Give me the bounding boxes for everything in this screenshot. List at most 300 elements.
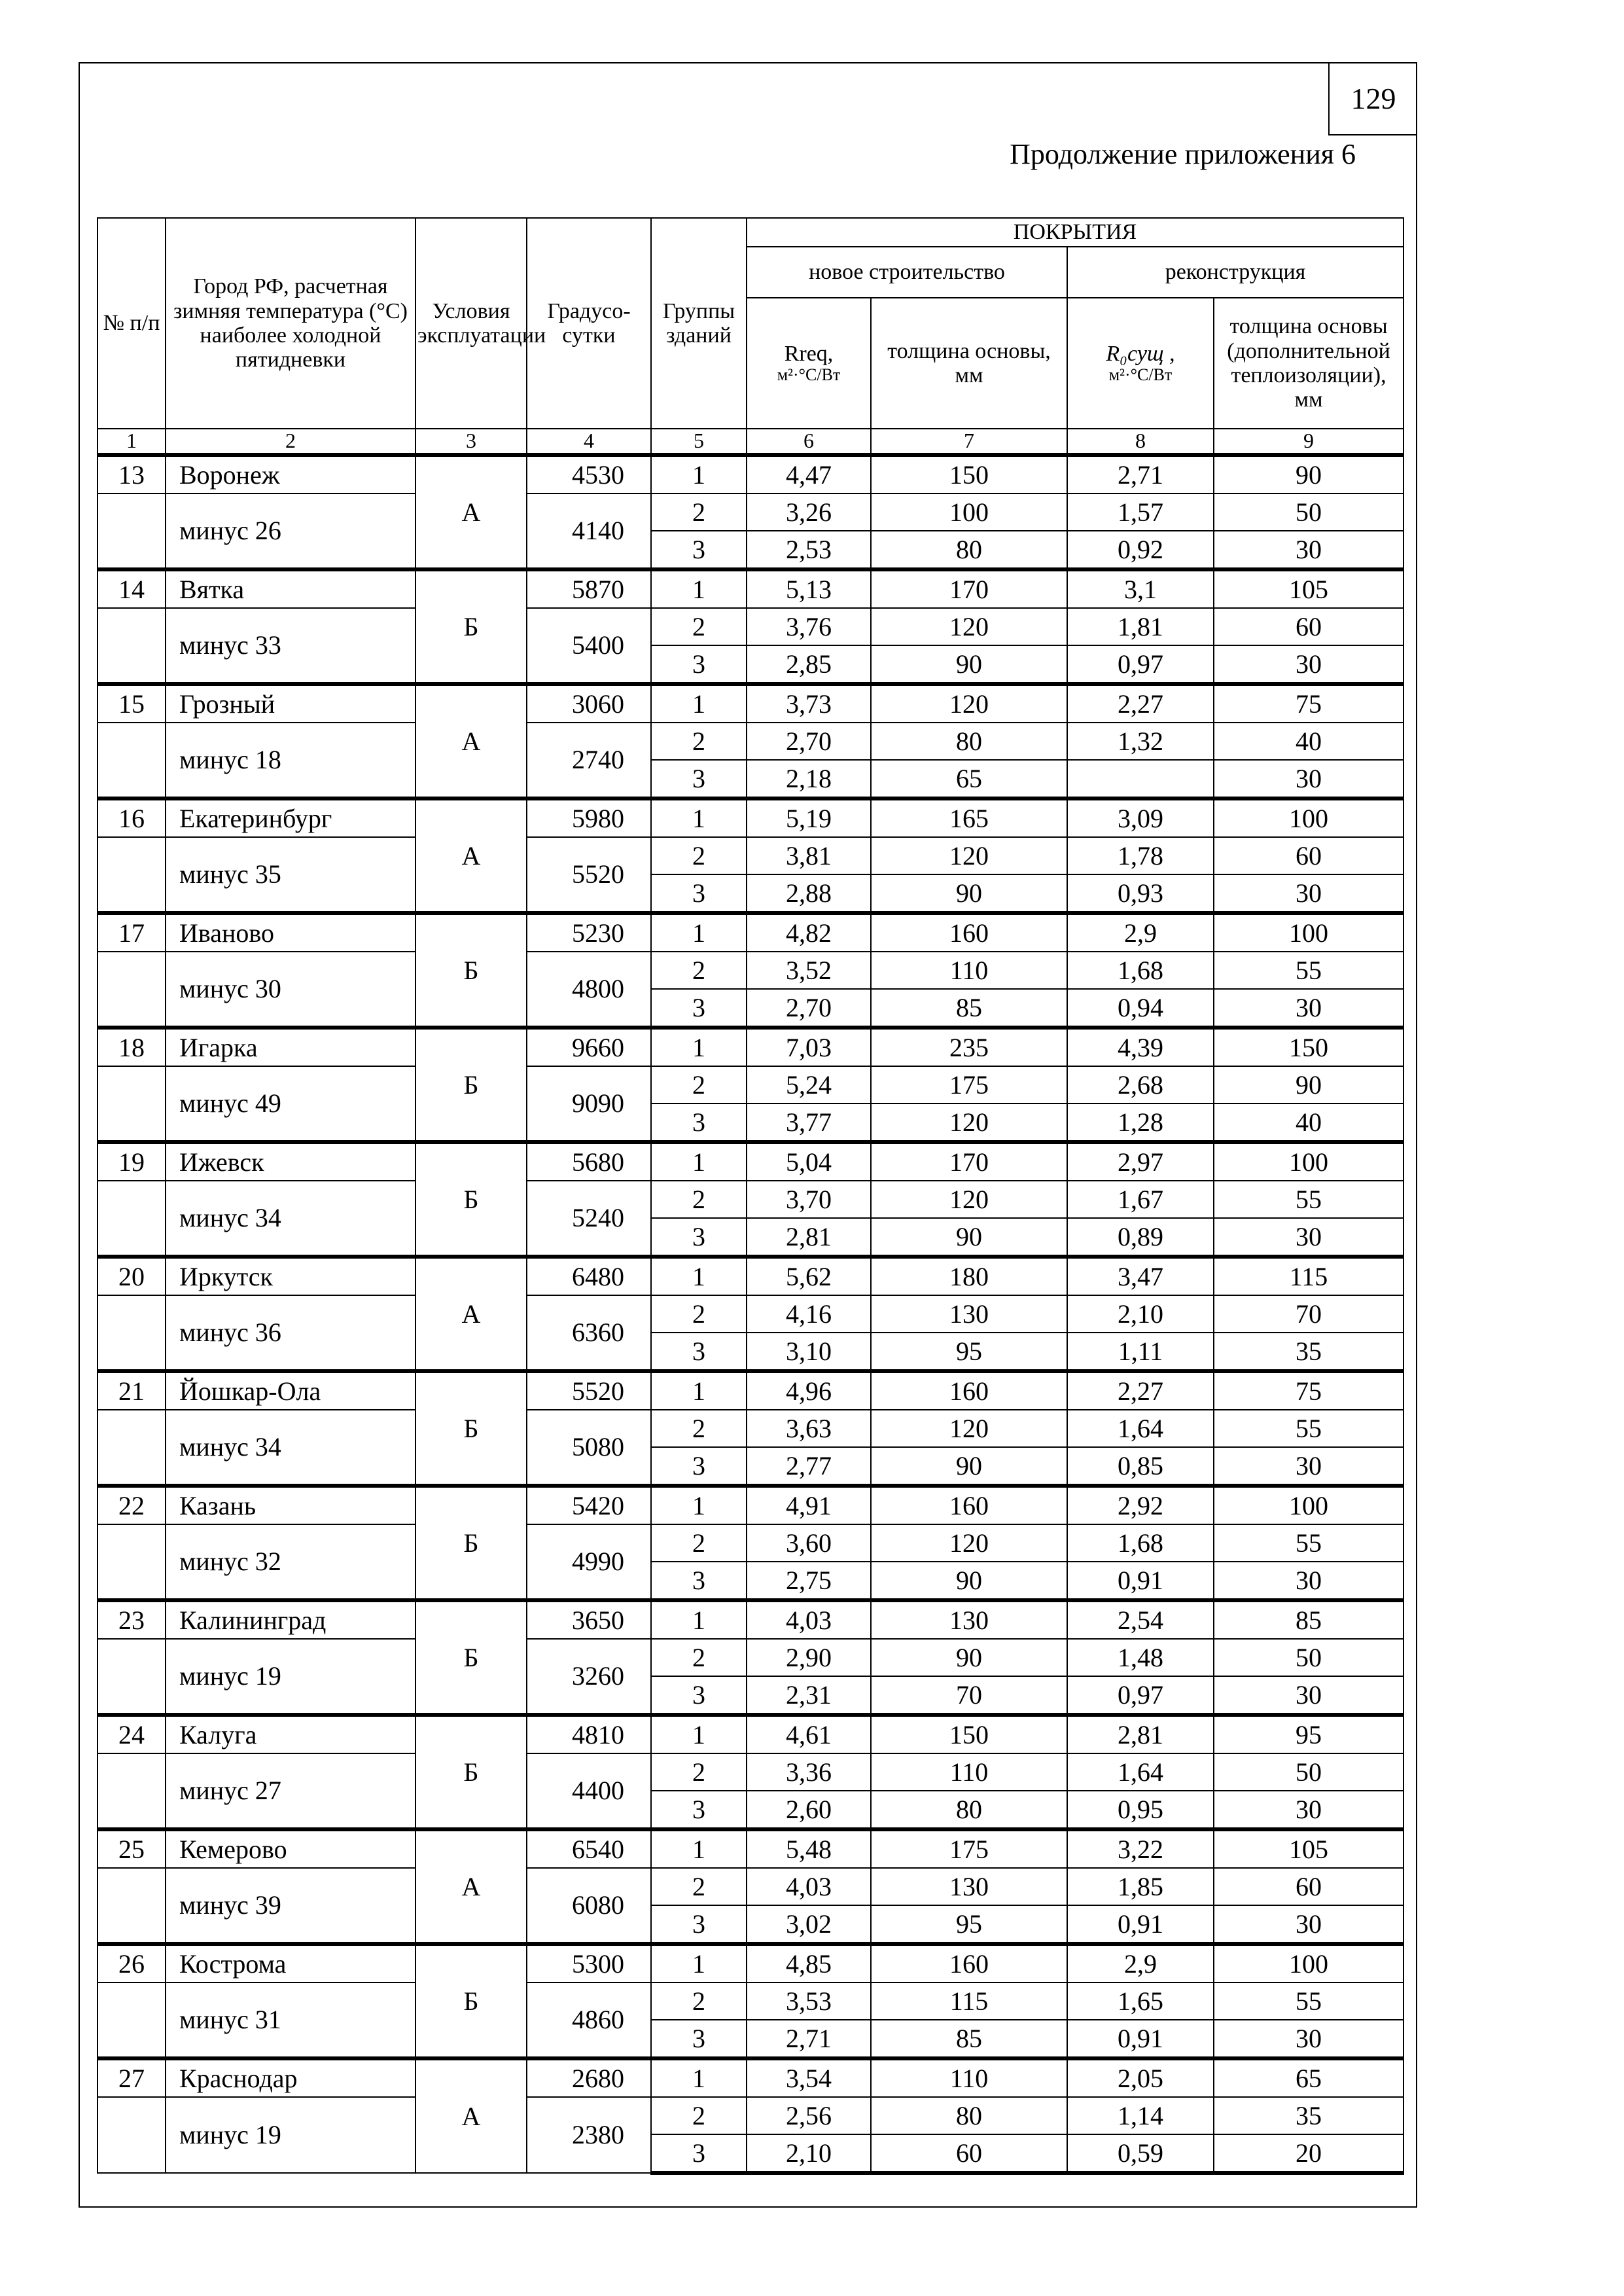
thickness-recon: 75	[1214, 1371, 1403, 1410]
building-group: 1	[651, 913, 747, 952]
degree-days: 3650	[527, 1600, 651, 1639]
thickness-recon: 100	[1214, 1486, 1403, 1524]
r-req: 5,19	[747, 798, 871, 837]
thickness-recon: 30	[1214, 1905, 1403, 1944]
header-city: Город РФ, расчетная зимняя температура (°С) наиболее холодной пятидневки	[166, 218, 415, 429]
table-row	[97, 1715, 1403, 1753]
degree-days: 4530	[527, 455, 651, 493]
r-req: 4,03	[747, 1868, 871, 1905]
building-group: 3	[651, 1103, 747, 1142]
city-temperature: минус 30	[166, 952, 415, 1028]
continuation-title: Продолжение приложения 6	[1010, 138, 1356, 170]
thickness-recon: 40	[1214, 1103, 1403, 1142]
row-number: 19	[97, 1142, 166, 1181]
thickness-recon: 30	[1214, 645, 1403, 684]
building-group: 1	[651, 684, 747, 723]
r0-existing: 3,1	[1067, 569, 1214, 608]
r-req: 2,31	[747, 1676, 871, 1715]
thickness-new: 170	[871, 1142, 1067, 1181]
degree-days: 6480	[527, 1257, 651, 1295]
city-temperature: минус 34	[166, 1181, 415, 1257]
thickness-new: 120	[871, 1524, 1067, 1562]
header-rreq	[747, 298, 871, 429]
city-name: Кострома	[166, 1944, 415, 1982]
row-number-empty	[97, 1524, 166, 1600]
thickness-new: 160	[871, 1944, 1067, 1982]
building-group: 1	[651, 798, 747, 837]
r0-existing: 0,85	[1067, 1447, 1214, 1486]
col-number: 2	[166, 429, 415, 454]
building-group: 3	[651, 1562, 747, 1600]
degree-days: 3260	[527, 1639, 651, 1715]
table-row	[97, 569, 1403, 608]
r-req: 5,24	[747, 1066, 871, 1103]
r-req: 2,90	[747, 1639, 871, 1676]
city-name: Ижевск	[166, 1142, 415, 1181]
degree-days: 4140	[527, 493, 651, 569]
table-row	[97, 1486, 1403, 1524]
r0-existing: 1,67	[1067, 1181, 1214, 1218]
row-number-empty	[97, 1066, 166, 1142]
thickness-recon: 30	[1214, 1562, 1403, 1600]
r-req: 2,70	[747, 723, 871, 760]
degree-days: 9090	[527, 1066, 651, 1142]
city-temperature: минус 39	[166, 1868, 415, 1944]
operating-conditions: Б	[415, 913, 527, 1028]
city-name: Воронеж	[166, 455, 415, 493]
r0-existing: 2,27	[1067, 684, 1214, 723]
thickness-recon: 55	[1214, 1410, 1403, 1447]
r0-existing: 2,68	[1067, 1066, 1214, 1103]
thickness-new: 90	[871, 1447, 1067, 1486]
building-group: 1	[651, 1944, 747, 1982]
r0-existing: 0,59	[1067, 2134, 1214, 2173]
thickness-new: 170	[871, 569, 1067, 608]
building-group: 3	[651, 645, 747, 684]
thickness-recon: 50	[1214, 1639, 1403, 1676]
row-number-empty	[97, 1982, 166, 2058]
city-name: Екатеринбург	[166, 798, 415, 837]
row-number: 23	[97, 1600, 166, 1639]
thickness-recon: 105	[1214, 1829, 1403, 1868]
r-req: 4,03	[747, 1600, 871, 1639]
table-row	[97, 1829, 1403, 1868]
degree-days: 5520	[527, 1371, 651, 1410]
r-req: 4,16	[747, 1295, 871, 1333]
thickness-new: 60	[871, 2134, 1067, 2173]
col-number: 9	[1214, 429, 1403, 454]
thickness-recon: 50	[1214, 493, 1403, 531]
operating-conditions: А	[415, 684, 527, 798]
thickness-new: 110	[871, 1753, 1067, 1791]
degree-days: 5080	[527, 1410, 651, 1486]
thickness-new: 120	[871, 684, 1067, 723]
city-temperature: минус 31	[166, 1982, 415, 2058]
r0-existing: 1,78	[1067, 837, 1214, 874]
r0-existing: 2,97	[1067, 1142, 1214, 1181]
r0-existing: 1,81	[1067, 608, 1214, 645]
r-req: 3,54	[747, 2058, 871, 2097]
thickness-recon: 55	[1214, 1181, 1403, 1218]
building-group: 3	[651, 1676, 747, 1715]
building-group: 1	[651, 1486, 747, 1524]
header-r0-label: R₀сущ ,	[1106, 342, 1175, 366]
row-number: 21	[97, 1371, 166, 1410]
thickness-recon: 100	[1214, 1944, 1403, 1982]
r0-existing: 2,71	[1067, 455, 1214, 493]
thickness-recon: 115	[1214, 1257, 1403, 1295]
operating-conditions: Б	[415, 1142, 527, 1257]
r0-existing: 1,11	[1067, 1333, 1214, 1371]
building-group: 3	[651, 1447, 747, 1486]
page-number: 129	[1328, 62, 1417, 135]
r-req: 2,71	[747, 2020, 871, 2058]
thickness-recon: 30	[1214, 1447, 1403, 1486]
col-number: 1	[97, 429, 166, 454]
thickness-new: 85	[871, 2020, 1067, 2058]
building-group: 2	[651, 837, 747, 874]
r0-existing: 2,9	[1067, 913, 1214, 952]
thickness-recon: 30	[1214, 1218, 1403, 1257]
building-group: 3	[651, 2020, 747, 2058]
table-row	[97, 723, 1403, 760]
degree-days: 5420	[527, 1486, 651, 1524]
r0-existing: 1,14	[1067, 2097, 1214, 2134]
city-name: Краснодар	[166, 2058, 415, 2097]
building-group: 1	[651, 1600, 747, 1639]
operating-conditions: Б	[415, 1715, 527, 1829]
r0-existing: 0,95	[1067, 1791, 1214, 1829]
thickness-new: 110	[871, 952, 1067, 989]
thickness-recon: 95	[1214, 1715, 1403, 1753]
thickness-new: 175	[871, 1829, 1067, 1868]
table-row	[97, 684, 1403, 723]
building-group: 2	[651, 608, 747, 645]
r0-existing: 1,64	[1067, 1410, 1214, 1447]
thickness-recon: 100	[1214, 913, 1403, 952]
thickness-new: 130	[871, 1600, 1067, 1639]
operating-conditions: Б	[415, 1028, 527, 1142]
table-row	[97, 1600, 1403, 1639]
row-number-empty	[97, 952, 166, 1028]
header-reconstruction: реконструкция	[1067, 247, 1403, 298]
degree-days: 9660	[527, 1028, 651, 1066]
degree-days: 5240	[527, 1181, 651, 1257]
thickness-recon: 40	[1214, 723, 1403, 760]
r-req: 2,81	[747, 1218, 871, 1257]
col-number: 4	[527, 429, 651, 454]
building-group: 2	[651, 1524, 747, 1562]
table-row	[97, 455, 1403, 493]
thickness-recon: 60	[1214, 837, 1403, 874]
r0-existing: 0,91	[1067, 1905, 1214, 1944]
thickness-new: 160	[871, 913, 1067, 952]
building-group: 3	[651, 531, 747, 569]
r-req: 2,70	[747, 989, 871, 1028]
city-name: Калуга	[166, 1715, 415, 1753]
thickness-recon: 30	[1214, 1791, 1403, 1829]
table-row	[97, 1753, 1403, 1791]
thickness-recon: 30	[1214, 2020, 1403, 2058]
thickness-recon: 100	[1214, 1142, 1403, 1181]
header-roofs: ПОКРЫТИЯ	[747, 218, 1403, 247]
table-row	[97, 1944, 1403, 1982]
header-thickness-new: толщина основы, мм	[871, 298, 1067, 429]
building-group: 1	[651, 2058, 747, 2097]
thickness-recon: 55	[1214, 1982, 1403, 2020]
row-number-empty	[97, 1181, 166, 1257]
thickness-new: 90	[871, 645, 1067, 684]
row-number-empty	[97, 723, 166, 798]
building-group: 2	[651, 1066, 747, 1103]
thickness-recon: 55	[1214, 1524, 1403, 1562]
thickness-recon: 105	[1214, 569, 1403, 608]
thickness-recon: 150	[1214, 1028, 1403, 1066]
building-group: 3	[651, 874, 747, 913]
table-row	[97, 1028, 1403, 1066]
table-row	[97, 913, 1403, 952]
col-number: 8	[1067, 429, 1214, 454]
thickness-new: 90	[871, 1562, 1067, 1600]
building-group: 2	[651, 952, 747, 989]
table-row	[97, 1868, 1403, 1905]
row-number: 14	[97, 569, 166, 608]
table-row	[97, 837, 1403, 874]
thickness-new: 90	[871, 874, 1067, 913]
thickness-new: 120	[871, 1103, 1067, 1142]
r-req: 3,76	[747, 608, 871, 645]
table-row	[97, 952, 1403, 989]
thickness-new: 175	[871, 1066, 1067, 1103]
thickness-new: 150	[871, 455, 1067, 493]
r0-existing: 0,94	[1067, 989, 1214, 1028]
row-number: 22	[97, 1486, 166, 1524]
header-rreq-unit: м²·°С/Вт	[777, 365, 841, 385]
operating-conditions: А	[415, 1257, 527, 1371]
city-name: Вятка	[166, 569, 415, 608]
r-req: 2,56	[747, 2097, 871, 2134]
table-row	[97, 1410, 1403, 1447]
r0-existing: 1,68	[1067, 952, 1214, 989]
header-conditions: Условия эксплуатации	[415, 218, 527, 429]
degree-days: 3060	[527, 684, 651, 723]
r-req: 3,73	[747, 684, 871, 723]
thickness-new: 70	[871, 1676, 1067, 1715]
r0-existing: 4,39	[1067, 1028, 1214, 1066]
thickness-new: 165	[871, 798, 1067, 837]
r0-existing: 1,48	[1067, 1639, 1214, 1676]
table-row	[97, 1982, 1403, 2020]
city-name: Казань	[166, 1486, 415, 1524]
city-name: Калининград	[166, 1600, 415, 1639]
r-req: 2,75	[747, 1562, 871, 1600]
row-number: 25	[97, 1829, 166, 1868]
degree-days: 5980	[527, 798, 651, 837]
building-group: 2	[651, 1639, 747, 1676]
city-name: Иркутск	[166, 1257, 415, 1295]
r-req: 3,52	[747, 952, 871, 989]
thickness-recon: 90	[1214, 455, 1403, 493]
thickness-recon: 90	[1214, 1066, 1403, 1103]
building-group: 3	[651, 1218, 747, 1257]
row-number: 18	[97, 1028, 166, 1066]
r-req: 4,61	[747, 1715, 871, 1753]
r0-existing: 0,89	[1067, 1218, 1214, 1257]
row-number: 20	[97, 1257, 166, 1295]
r0-existing: 3,09	[1067, 798, 1214, 837]
row-number: 26	[97, 1944, 166, 1982]
city-temperature: минус 36	[166, 1295, 415, 1371]
row-number: 27	[97, 2058, 166, 2097]
thickness-recon: 35	[1214, 1333, 1403, 1371]
thickness-new: 100	[871, 493, 1067, 531]
r-req: 3,81	[747, 837, 871, 874]
city-temperature: минус 34	[166, 1410, 415, 1486]
city-temperature: минус 33	[166, 608, 415, 684]
degree-days: 5300	[527, 1944, 651, 1982]
header-degree-days: Градусо-сутки	[527, 218, 651, 429]
r-req: 4,85	[747, 1944, 871, 1982]
operating-conditions: А	[415, 798, 527, 913]
r0-existing: 2,9	[1067, 1944, 1214, 1982]
thickness-new: 120	[871, 1410, 1067, 1447]
r0-existing: 1,57	[1067, 493, 1214, 531]
r0-existing: 1,64	[1067, 1753, 1214, 1791]
r0-existing: 0,97	[1067, 1676, 1214, 1715]
row-number: 17	[97, 913, 166, 952]
operating-conditions: А	[415, 2058, 527, 2173]
city-name: Игарка	[166, 1028, 415, 1066]
building-group: 2	[651, 1295, 747, 1333]
thickness-new: 180	[871, 1257, 1067, 1295]
row-number: 16	[97, 798, 166, 837]
thickness-new: 160	[871, 1371, 1067, 1410]
r-req: 3,36	[747, 1753, 871, 1791]
thickness-recon: 60	[1214, 1868, 1403, 1905]
r-req: 3,63	[747, 1410, 871, 1447]
thickness-new: 85	[871, 989, 1067, 1028]
thickness-new: 80	[871, 2097, 1067, 2134]
degree-days: 5400	[527, 608, 651, 684]
r-req: 2,88	[747, 874, 871, 913]
r0-existing: 3,22	[1067, 1829, 1214, 1868]
r-req: 2,77	[747, 1447, 871, 1486]
building-group: 3	[651, 1333, 747, 1371]
r0-existing: 0,92	[1067, 531, 1214, 569]
building-group: 2	[651, 2097, 747, 2134]
row-number-empty	[97, 837, 166, 913]
header-thickness-recon: толщина основы (дополнительной теплоизоляции), мм	[1214, 298, 1403, 429]
city-temperature: минус 19	[166, 2097, 415, 2173]
building-group: 3	[651, 2134, 747, 2173]
thickness-new: 65	[871, 760, 1067, 798]
r-req: 2,18	[747, 760, 871, 798]
header-building-groups: Группы зданий	[651, 218, 747, 429]
thickness-new: 150	[871, 1715, 1067, 1753]
thickness-new: 95	[871, 1905, 1067, 1944]
thickness-new: 130	[871, 1295, 1067, 1333]
table-header	[97, 217, 1404, 454]
building-group: 2	[651, 723, 747, 760]
city-temperature: минус 19	[166, 1639, 415, 1715]
thickness-recon: 100	[1214, 798, 1403, 837]
thickness-new: 130	[871, 1868, 1067, 1905]
r0-existing: 0,91	[1067, 1562, 1214, 1600]
r0-existing: 1,85	[1067, 1868, 1214, 1905]
header-rreq-label: Rreq,	[784, 342, 834, 366]
data-table	[97, 453, 1404, 2175]
thickness-new: 80	[871, 531, 1067, 569]
table-row	[97, 1066, 1403, 1103]
r-req: 3,77	[747, 1103, 871, 1142]
col-number: 5	[651, 429, 747, 454]
building-group: 1	[651, 1371, 747, 1410]
r-req: 5,48	[747, 1829, 871, 1868]
row-number: 13	[97, 455, 166, 493]
building-group: 1	[651, 455, 747, 493]
r0-existing: 1,32	[1067, 723, 1214, 760]
header-new-construction: новое строительство	[747, 247, 1067, 298]
table-row	[97, 2058, 1403, 2097]
table-row	[97, 1371, 1403, 1410]
degree-days: 4400	[527, 1753, 651, 1829]
operating-conditions: Б	[415, 1600, 527, 1715]
degree-days: 4810	[527, 1715, 651, 1753]
thickness-new: 160	[871, 1486, 1067, 1524]
r-req: 3,26	[747, 493, 871, 531]
city-name: Иваново	[166, 913, 415, 952]
r-req: 5,62	[747, 1257, 871, 1295]
table-row	[97, 1142, 1403, 1181]
thickness-new: 90	[871, 1639, 1067, 1676]
thickness-recon: 75	[1214, 684, 1403, 723]
table-row	[97, 1257, 1403, 1295]
thickness-new: 115	[871, 1982, 1067, 2020]
city-temperature: минус 32	[166, 1524, 415, 1600]
thickness-new: 120	[871, 837, 1067, 874]
r0-existing: 2,92	[1067, 1486, 1214, 1524]
degree-days: 6360	[527, 1295, 651, 1371]
building-group: 3	[651, 989, 747, 1028]
table-row	[97, 1524, 1403, 1562]
building-group: 1	[651, 1257, 747, 1295]
r-req: 4,82	[747, 913, 871, 952]
thickness-recon: 85	[1214, 1600, 1403, 1639]
building-group: 2	[651, 1410, 747, 1447]
thickness-recon: 30	[1214, 874, 1403, 913]
degree-days: 5870	[527, 569, 651, 608]
r-req: 3,10	[747, 1333, 871, 1371]
degree-days: 5230	[527, 913, 651, 952]
r0-existing: 1,68	[1067, 1524, 1214, 1562]
building-group: 1	[651, 1829, 747, 1868]
building-group: 1	[651, 569, 747, 608]
thickness-new: 235	[871, 1028, 1067, 1066]
r-req: 5,13	[747, 569, 871, 608]
building-group: 2	[651, 1982, 747, 2020]
thickness-recon: 65	[1214, 2058, 1403, 2097]
row-number: 24	[97, 1715, 166, 1753]
r-req: 3,53	[747, 1982, 871, 2020]
row-number-empty	[97, 608, 166, 684]
city-name: Кемерово	[166, 1829, 415, 1868]
city-name: Грозный	[166, 684, 415, 723]
degree-days: 2740	[527, 723, 651, 798]
degree-days: 4800	[527, 952, 651, 1028]
degree-days: 4990	[527, 1524, 651, 1600]
thickness-recon: 30	[1214, 1676, 1403, 1715]
city-temperature: минус 27	[166, 1753, 415, 1829]
